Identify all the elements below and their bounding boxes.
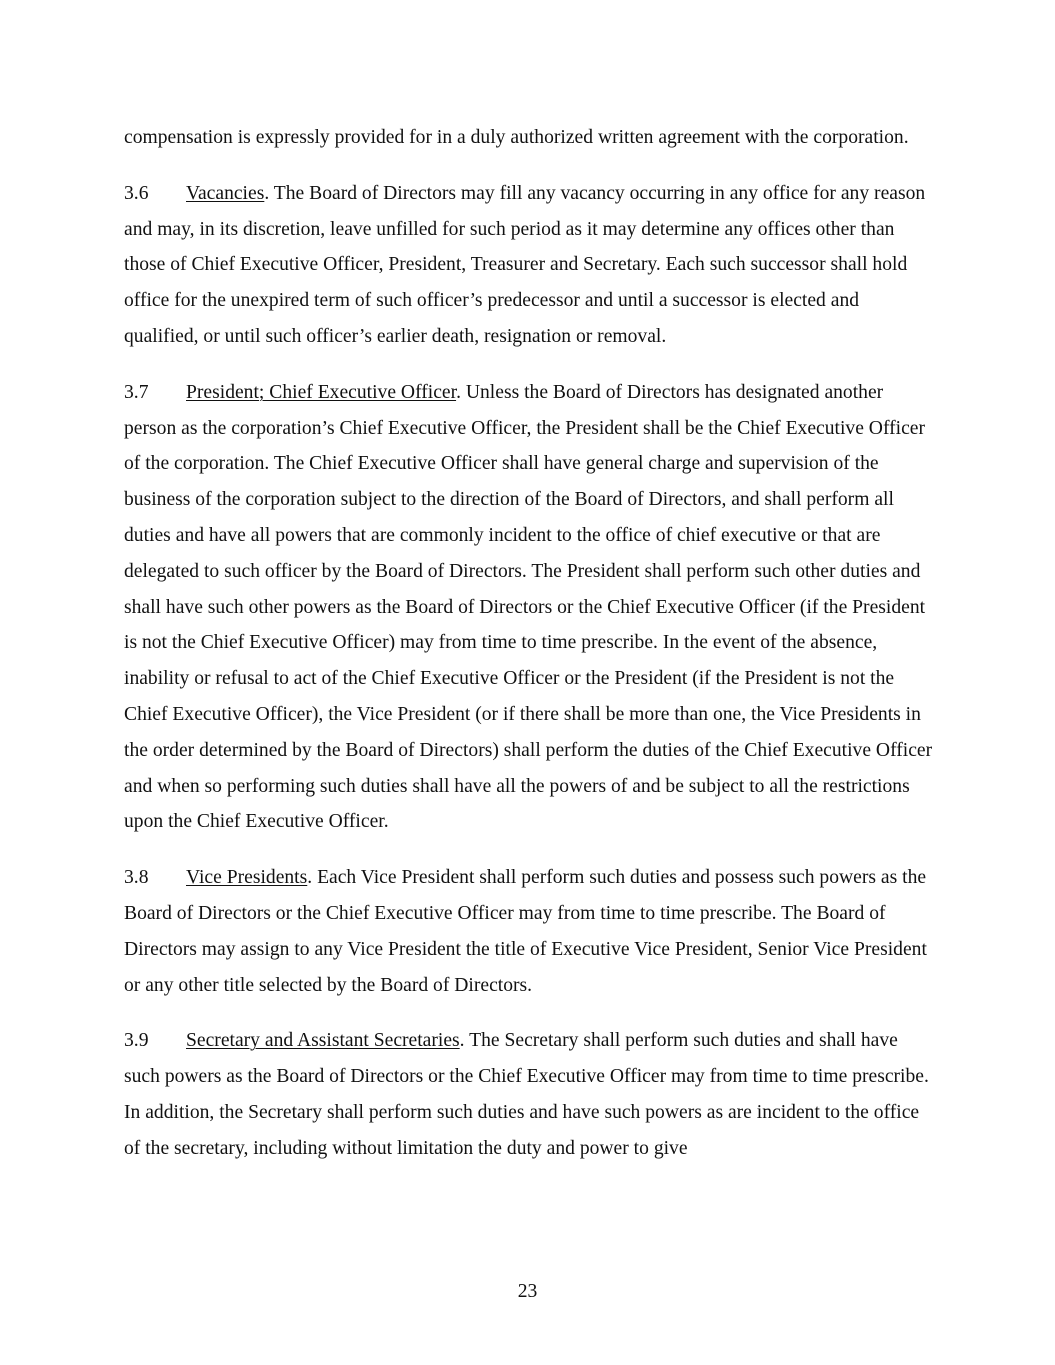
section-body: . Unless the Board of Directors has designated another person as the corporation’s Chief Executive Officer, the President shall be the Chief Executive Officer of the corporation. The Chief Executive Officer shall have general charge and supervision of the business of the corporation subject to the direction of the Board of Directors, and shall perform all duties and have all powers that are commonly incident to the office of chief executive or that are delegated to such officer by the Board of Directors. The President shall perform such other duties and shall have such other powers as the Board of Directors or the Chief Executive Officer (if the President is not the Chief Executive Officer) may from time to time prescribe. In the event of the absence, inability or refusal to act of the Chief Executive Officer or the President (if the President is not the Chief Executive Officer), the Vice President (or if there shall be more than one, the Vice Presidents in the order determined by the Board of Directors) shall perform the duties of the Chief Executive Officer and when so performing such duties shall have all the powers of and be subject to all the restrictions upon the Chief Executive Officer. — [124, 381, 933, 833]
page-number: 23 — [517, 1281, 538, 1302]
section-body: . Each Vice President shall perform such duties and possess such powers as the Board of Directors or the Chief Executive Officer may from time to time prescribe. The Board of Directors may assign to any Vice President the title of Executive Vice President, Senior Vice President or any other title selected by the Board of Directors. — [124, 867, 927, 996]
section-heading: Vice Presidents — [186, 867, 308, 889]
section-body: . The Board of Directors may fill any vacancy occurring in any office for any reason and may, in its discretion, leave unfilled for such period as it may determine any offices other than those of Chief Executive Officer, President, Treasurer and Secretary. Each such successor shall hold office for the unexpired term of such officer’s predecessor and until a successor is elected and qualified, or until such officer’s earlier death, resignation or removal. — [124, 182, 926, 347]
section-3-8 — [124, 860, 934, 1003]
page-content — [124, 120, 934, 1187]
section-number: 3.6 — [124, 182, 149, 204]
continuation-paragraph: compensation is expressly provided for in a duly authorized written agreement with the corporation. — [124, 127, 909, 148]
section-3-9 — [124, 1023, 934, 1166]
section-3-7 — [124, 375, 934, 840]
section-number: 3.9 — [124, 1030, 149, 1052]
section-heading: President; Chief Executive Officer — [186, 381, 457, 403]
section-number: 3.8 — [124, 867, 149, 889]
section-heading: Secretary and Assistant Secretaries — [186, 1030, 460, 1052]
section-3-6 — [124, 176, 934, 355]
section-heading: Vacancies — [186, 182, 265, 204]
section-number: 3.7 — [124, 381, 149, 403]
section-body: . The Secretary shall perform such duties and shall have such powers as the Board of Directors or the Chief Executive Officer may from time to time prescribe. In addition, the Secretary shall perform such duties and have such powers as are incident to the office of the secretary, including without limitation the duty and power to give — [124, 1030, 929, 1159]
